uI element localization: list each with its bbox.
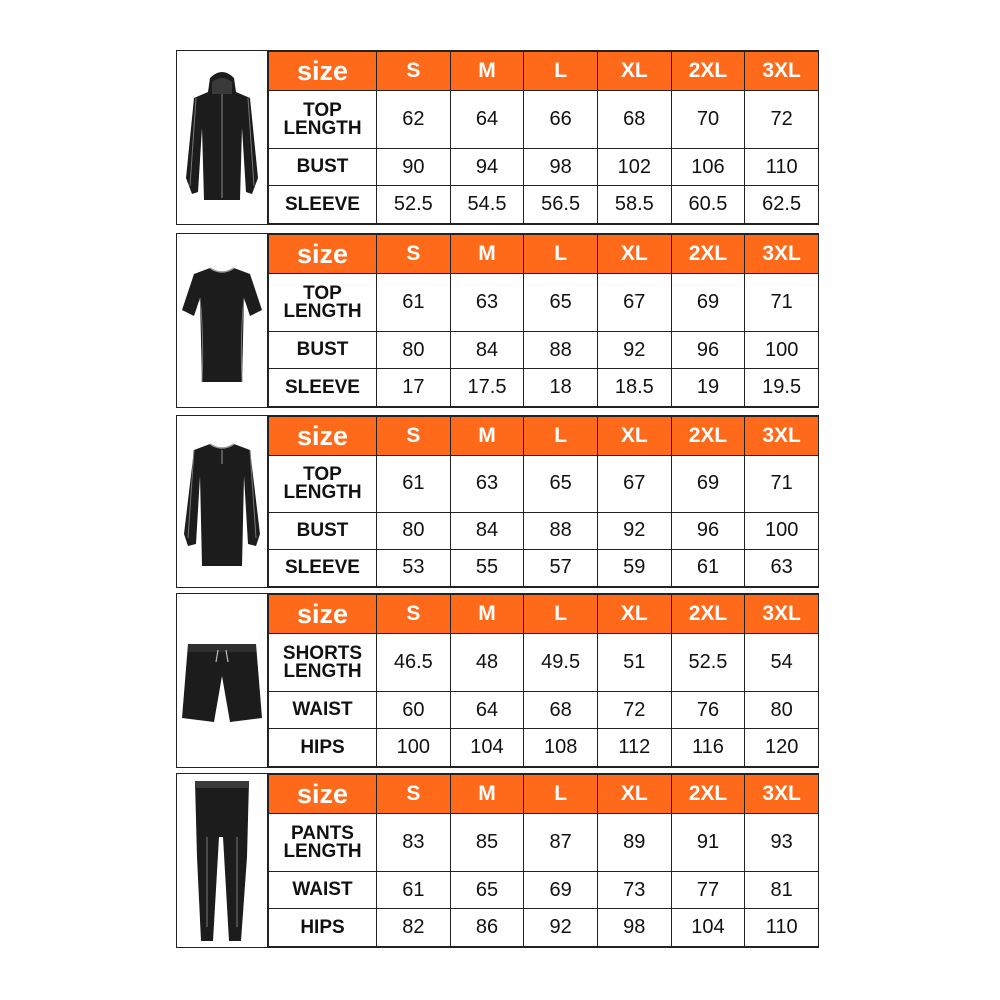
cell-value: 92 — [524, 909, 598, 947]
cell-value: 70 — [671, 91, 745, 149]
cell-value: 63 — [450, 455, 524, 512]
size-col-l: L — [524, 235, 598, 274]
cell-value: 112 — [597, 729, 671, 767]
row-label: BUST — [269, 512, 377, 549]
cell-value: 88 — [524, 331, 598, 369]
cell-value: 17.5 — [450, 369, 524, 407]
cell-value: 52.5 — [377, 186, 451, 224]
cell-value: 52.5 — [671, 634, 745, 692]
size-col-l: L — [524, 775, 598, 814]
table-row — [269, 512, 819, 549]
cell-value: 71 — [745, 274, 819, 332]
product-image-cell — [177, 416, 268, 587]
cell-value: 104 — [450, 729, 524, 767]
cell-value: 110 — [745, 148, 819, 186]
size-col-3xl: 3XL — [745, 235, 819, 274]
cell-value: 98 — [597, 909, 671, 947]
cell-value: 93 — [745, 814, 819, 872]
cell-value: 92 — [597, 512, 671, 549]
row-label: TOP LENGTH — [269, 274, 377, 332]
cell-value: 73 — [597, 871, 671, 909]
cell-value: 102 — [597, 148, 671, 186]
cell-value: 92 — [597, 331, 671, 369]
size-chart-short-sleeve — [176, 233, 819, 408]
cell-value: 63 — [745, 549, 819, 586]
cell-value: 69 — [671, 455, 745, 512]
size-col-xl: XL — [597, 235, 671, 274]
size-header-row — [269, 235, 819, 274]
cell-value: 56.5 — [524, 186, 598, 224]
table-row — [269, 634, 819, 692]
size-header-row — [269, 417, 819, 456]
header-size-label: size — [269, 52, 377, 91]
size-col-xl: XL — [597, 595, 671, 634]
table-row — [269, 148, 819, 186]
cell-value: 60 — [377, 691, 451, 729]
cell-value: 19.5 — [745, 369, 819, 407]
table-row — [269, 814, 819, 872]
size-col-s: S — [377, 417, 451, 456]
size-header-row — [269, 595, 819, 634]
size-col-3xl: 3XL — [745, 775, 819, 814]
cell-value: 72 — [745, 91, 819, 149]
cell-value: 18 — [524, 369, 598, 407]
size-col-xl: XL — [597, 775, 671, 814]
cell-value: 58.5 — [597, 186, 671, 224]
row-label: SLEEVE — [269, 549, 377, 586]
size-col-m: M — [450, 235, 524, 274]
cell-value: 80 — [377, 331, 451, 369]
size-col-3xl: 3XL — [745, 595, 819, 634]
size-col-2xl: 2XL — [671, 235, 745, 274]
row-label: SLEEVE — [269, 186, 377, 224]
size-table — [268, 594, 819, 767]
cell-value: 61 — [377, 455, 451, 512]
size-table — [268, 774, 819, 947]
cell-value: 66 — [524, 91, 598, 149]
cell-value: 62.5 — [745, 186, 819, 224]
product-image-cell — [177, 774, 268, 947]
row-label: HIPS — [269, 729, 377, 767]
cell-value: 53 — [377, 549, 451, 586]
cell-value: 116 — [671, 729, 745, 767]
row-label: SHORTS LENGTH — [269, 634, 377, 692]
cell-value: 61 — [671, 549, 745, 586]
size-col-s: S — [377, 52, 451, 91]
cell-value: 19 — [671, 369, 745, 407]
cell-value: 65 — [524, 455, 598, 512]
hooded-zip-jacket-icon — [182, 68, 262, 208]
cell-value: 63 — [450, 274, 524, 332]
cell-value: 65 — [450, 871, 524, 909]
size-chart-shorts — [176, 593, 819, 768]
size-col-xl: XL — [597, 52, 671, 91]
row-label: TOP LENGTH — [269, 91, 377, 149]
cell-value: 84 — [450, 512, 524, 549]
row-label: WAIST — [269, 871, 377, 909]
table-row — [269, 549, 819, 586]
cell-value: 100 — [745, 512, 819, 549]
cell-value: 68 — [524, 691, 598, 729]
header-size-label: size — [269, 417, 377, 456]
size-header-row — [269, 775, 819, 814]
cell-value: 94 — [450, 148, 524, 186]
size-col-m: M — [450, 417, 524, 456]
cell-value: 62 — [377, 91, 451, 149]
cell-value: 18.5 — [597, 369, 671, 407]
size-col-3xl: 3XL — [745, 52, 819, 91]
cell-value: 55 — [450, 549, 524, 586]
athletic-shorts-icon — [180, 636, 264, 726]
table-row — [269, 729, 819, 767]
long-sleeve-compression-shirt-icon — [180, 434, 264, 570]
table-row — [269, 455, 819, 512]
size-chart-long-sleeve — [176, 415, 819, 588]
cell-value: 108 — [524, 729, 598, 767]
cell-value: 89 — [597, 814, 671, 872]
cell-value: 49.5 — [524, 634, 598, 692]
cell-value: 110 — [745, 909, 819, 947]
cell-value: 72 — [597, 691, 671, 729]
table-row — [269, 186, 819, 224]
cell-value: 80 — [377, 512, 451, 549]
cell-value: 84 — [450, 331, 524, 369]
cell-value: 65 — [524, 274, 598, 332]
cell-value: 51 — [597, 634, 671, 692]
size-col-m: M — [450, 52, 524, 91]
cell-value: 59 — [597, 549, 671, 586]
product-image-cell — [177, 234, 268, 407]
row-label: SLEEVE — [269, 369, 377, 407]
size-col-m: M — [450, 775, 524, 814]
cell-value: 64 — [450, 691, 524, 729]
cell-value: 106 — [671, 148, 745, 186]
cell-value: 83 — [377, 814, 451, 872]
cell-value: 67 — [597, 274, 671, 332]
compression-pants-icon — [187, 777, 257, 945]
cell-value: 54 — [745, 634, 819, 692]
short-sleeve-compression-shirt-icon — [180, 256, 264, 386]
cell-value: 87 — [524, 814, 598, 872]
cell-value: 67 — [597, 455, 671, 512]
cell-value: 17 — [377, 369, 451, 407]
table-row — [269, 909, 819, 947]
header-size-label: size — [269, 595, 377, 634]
size-table — [268, 51, 819, 224]
cell-value: 68 — [597, 91, 671, 149]
size-col-l: L — [524, 52, 598, 91]
cell-value: 96 — [671, 512, 745, 549]
table-row — [269, 331, 819, 369]
size-col-m: M — [450, 595, 524, 634]
cell-value: 98 — [524, 148, 598, 186]
cell-value: 69 — [671, 274, 745, 332]
size-col-l: L — [524, 595, 598, 634]
cell-value: 77 — [671, 871, 745, 909]
size-col-s: S — [377, 235, 451, 274]
row-label: WAIST — [269, 691, 377, 729]
cell-value: 100 — [377, 729, 451, 767]
cell-value: 85 — [450, 814, 524, 872]
cell-value: 64 — [450, 91, 524, 149]
cell-value: 48 — [450, 634, 524, 692]
row-label: TOP LENGTH — [269, 455, 377, 512]
size-col-s: S — [377, 775, 451, 814]
cell-value: 82 — [377, 909, 451, 947]
cell-value: 71 — [745, 455, 819, 512]
size-col-xl: XL — [597, 417, 671, 456]
size-table — [268, 416, 819, 587]
cell-value: 90 — [377, 148, 451, 186]
header-size-label: size — [269, 775, 377, 814]
size-col-2xl: 2XL — [671, 52, 745, 91]
cell-value: 96 — [671, 331, 745, 369]
size-chart-jacket — [176, 50, 819, 225]
cell-value: 57 — [524, 549, 598, 586]
table-row — [269, 274, 819, 332]
row-label: PANTS LENGTH — [269, 814, 377, 872]
size-col-2xl: 2XL — [671, 417, 745, 456]
row-label: BUST — [269, 148, 377, 186]
row-label: HIPS — [269, 909, 377, 947]
cell-value: 81 — [745, 871, 819, 909]
cell-value: 61 — [377, 871, 451, 909]
cell-value: 104 — [671, 909, 745, 947]
product-image-cell — [177, 51, 268, 224]
size-header-row — [269, 52, 819, 91]
cell-value: 91 — [671, 814, 745, 872]
cell-value: 100 — [745, 331, 819, 369]
cell-value: 46.5 — [377, 634, 451, 692]
table-row — [269, 369, 819, 407]
cell-value: 88 — [524, 512, 598, 549]
size-col-2xl: 2XL — [671, 775, 745, 814]
cell-value: 69 — [524, 871, 598, 909]
size-col-2xl: 2XL — [671, 595, 745, 634]
cell-value: 80 — [745, 691, 819, 729]
cell-value: 54.5 — [450, 186, 524, 224]
cell-value: 61 — [377, 274, 451, 332]
size-table — [268, 234, 819, 407]
cell-value: 76 — [671, 691, 745, 729]
size-col-l: L — [524, 417, 598, 456]
table-row — [269, 691, 819, 729]
cell-value: 120 — [745, 729, 819, 767]
table-row — [269, 871, 819, 909]
cell-value: 60.5 — [671, 186, 745, 224]
table-row — [269, 91, 819, 149]
size-chart-pants — [176, 773, 819, 948]
size-col-s: S — [377, 595, 451, 634]
cell-value: 86 — [450, 909, 524, 947]
header-size-label: size — [269, 235, 377, 274]
row-label: BUST — [269, 331, 377, 369]
product-image-cell — [177, 594, 268, 767]
size-col-3xl: 3XL — [745, 417, 819, 456]
